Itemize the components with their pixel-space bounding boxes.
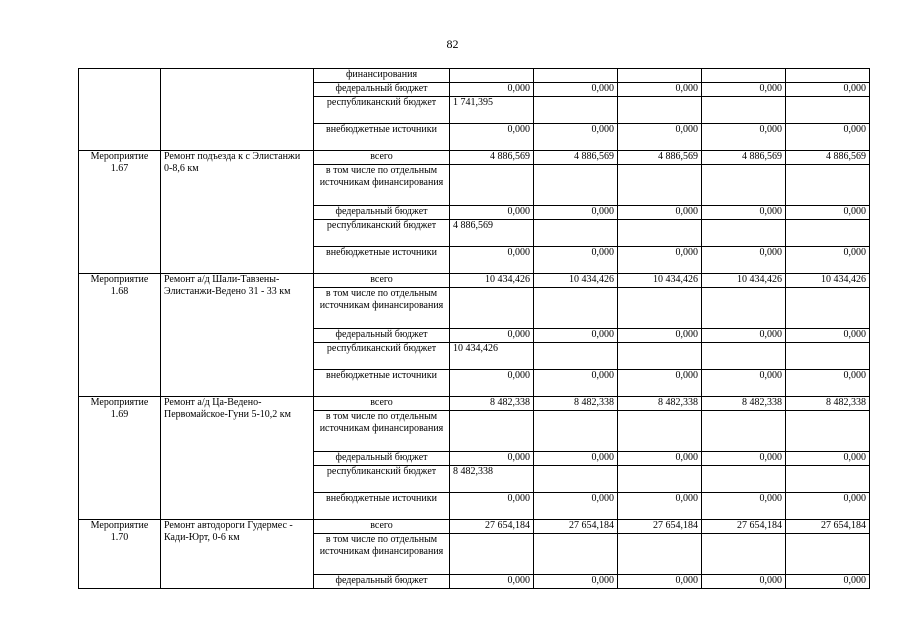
cell-value: 0,000 (618, 493, 702, 520)
cell-value: 0,000 (450, 124, 534, 151)
cell-value: 10 434,426 (450, 274, 534, 288)
cell-event-name: Ремонт автодороги Гудермес - Кади-Юрт, 0-6 км (161, 520, 314, 589)
cell-value: 0,000 (534, 247, 618, 274)
cell-source: республиканский бюджет (314, 97, 450, 124)
cell-value: 0,000 (702, 206, 786, 220)
cell-value: 0,000 (702, 124, 786, 151)
cell-event-name: Ремонт подъезда к с Элистанжи 0-8,6 км (161, 151, 314, 274)
cell-event-name: Ремонт а/д Шали-Тавзены-Элистанжи-Ведено 31 - 33 км (161, 274, 314, 397)
cell-value: 0,000 (450, 575, 534, 589)
cell-value: 0,000 (618, 575, 702, 589)
cell-value: 0,000 (786, 83, 870, 97)
cell-event-id: Мероприятие 1.70 (79, 520, 161, 589)
cell-value: 0,000 (534, 83, 618, 97)
cell-event-name: Ремонт а/д Ца-Ведено-Первомайское-Гуни 5-10,2 км (161, 397, 314, 520)
cell-value: 8 482,338 (702, 397, 786, 411)
cell-value: 0,000 (534, 575, 618, 589)
cell-value: 4 886,569 (450, 151, 534, 165)
cell-source: республиканский бюджет (314, 343, 450, 370)
cell-value: 0,000 (618, 247, 702, 274)
cell-value: 0,000 (702, 329, 786, 343)
cell-source: внебюджетные источники (314, 493, 450, 520)
cell-value: 0,000 (786, 247, 870, 274)
cell-value: 10 434,426 (702, 274, 786, 288)
cell-value: 0,000 (450, 452, 534, 466)
cell-source: всего (314, 274, 450, 288)
cell-value: 0,000 (534, 206, 618, 220)
financing-table (78, 68, 870, 589)
cell-value: 4 886,569 (786, 151, 870, 165)
cell-source: всего (314, 520, 450, 534)
cell-value: 8 482,338 (450, 466, 534, 493)
cell-value: 0,000 (534, 370, 618, 397)
table-row (79, 274, 870, 288)
table-row (79, 151, 870, 165)
cell-value: 0,000 (534, 329, 618, 343)
cell-source: федеральный бюджет (314, 575, 450, 589)
cell-value: 0,000 (618, 124, 702, 151)
cell-value: 0,000 (702, 452, 786, 466)
cell-source: федеральный бюджет (314, 206, 450, 220)
cell-value: 0,000 (618, 370, 702, 397)
cell-value: 1 741,395 (450, 97, 534, 124)
cell-value: 10 434,426 (618, 274, 702, 288)
cell-value: 0,000 (702, 370, 786, 397)
cell-value: 0,000 (534, 124, 618, 151)
cell-value: 4 886,569 (702, 151, 786, 165)
cell-value: 0,000 (450, 83, 534, 97)
cell-value: 0,000 (534, 452, 618, 466)
cell-value: 8 482,338 (534, 397, 618, 411)
cell-event-id: Мероприятие 1.69 (79, 397, 161, 520)
cell-source: всего (314, 397, 450, 411)
cell-source: федеральный бюджет (314, 329, 450, 343)
cell-source: в том числе по отдельным источникам финансирования (314, 411, 450, 452)
cell-value: 0,000 (702, 247, 786, 274)
cell-value: 0,000 (786, 329, 870, 343)
cell-value: 4 886,569 (450, 220, 534, 247)
cell-value: 0,000 (786, 493, 870, 520)
cell-event-id: Мероприятие 1.67 (79, 151, 161, 274)
cell-value: 0,000 (702, 493, 786, 520)
cell-value: 27 654,184 (534, 520, 618, 534)
cell-source: внебюджетные источники (314, 124, 450, 151)
cell-source: федеральный бюджет (314, 83, 450, 97)
cell-value: 0,000 (786, 206, 870, 220)
page-number: 82 (446, 37, 459, 51)
cell-source: республиканский бюджет (314, 220, 450, 247)
cell-value: 27 654,184 (618, 520, 702, 534)
cell-value: 0,000 (786, 452, 870, 466)
cell-value: 10 434,426 (534, 274, 618, 288)
cell-value: 0,000 (618, 329, 702, 343)
table-row (79, 69, 870, 83)
cell-value: 0,000 (618, 83, 702, 97)
cell-value: 10 434,426 (786, 274, 870, 288)
cell-source: в том числе по отдельным источникам финансирования (314, 288, 450, 329)
cell-value: 27 654,184 (786, 520, 870, 534)
cell-value: 0,000 (786, 575, 870, 589)
cell-value: 27 654,184 (702, 520, 786, 534)
cell-value: 0,000 (702, 83, 786, 97)
cell-value: 0,000 (786, 370, 870, 397)
cell-source: в том числе по отдельным источникам финансирования (314, 165, 450, 206)
cell-source: федеральный бюджет (314, 452, 450, 466)
cell-value: 0,000 (450, 206, 534, 220)
cell-value: 4 886,569 (534, 151, 618, 165)
cell-value: 0,000 (534, 493, 618, 520)
cell-value: 0,000 (450, 370, 534, 397)
cell-value: 0,000 (450, 493, 534, 520)
cell-event-id: Мероприятие 1.68 (79, 274, 161, 397)
cell-value: 8 482,338 (786, 397, 870, 411)
cell-value: 10 434,426 (450, 343, 534, 370)
cell-value: 0,000 (618, 452, 702, 466)
cell-event-id (79, 69, 161, 151)
cell-source: внебюджетные источники (314, 247, 450, 274)
cell-value: 0,000 (786, 124, 870, 151)
cell-source: в том числе по отдельным источникам финансирования (314, 534, 450, 575)
cell-value: 0,000 (702, 575, 786, 589)
cell-value: 8 482,338 (618, 397, 702, 411)
cell-source: внебюджетные источники (314, 370, 450, 397)
cell-value: 0,000 (450, 247, 534, 274)
table-row (79, 520, 870, 534)
cell-value: 4 886,569 (618, 151, 702, 165)
cell-value: 0,000 (450, 329, 534, 343)
cell-source: всего (314, 151, 450, 165)
cell-source: финансирования (314, 69, 450, 83)
cell-value: 8 482,338 (450, 397, 534, 411)
cell-value: 27 654,184 (450, 520, 534, 534)
cell-event-name (161, 69, 314, 151)
cell-value: 0,000 (618, 206, 702, 220)
cell-source: республиканский бюджет (314, 466, 450, 493)
table-row (79, 397, 870, 411)
